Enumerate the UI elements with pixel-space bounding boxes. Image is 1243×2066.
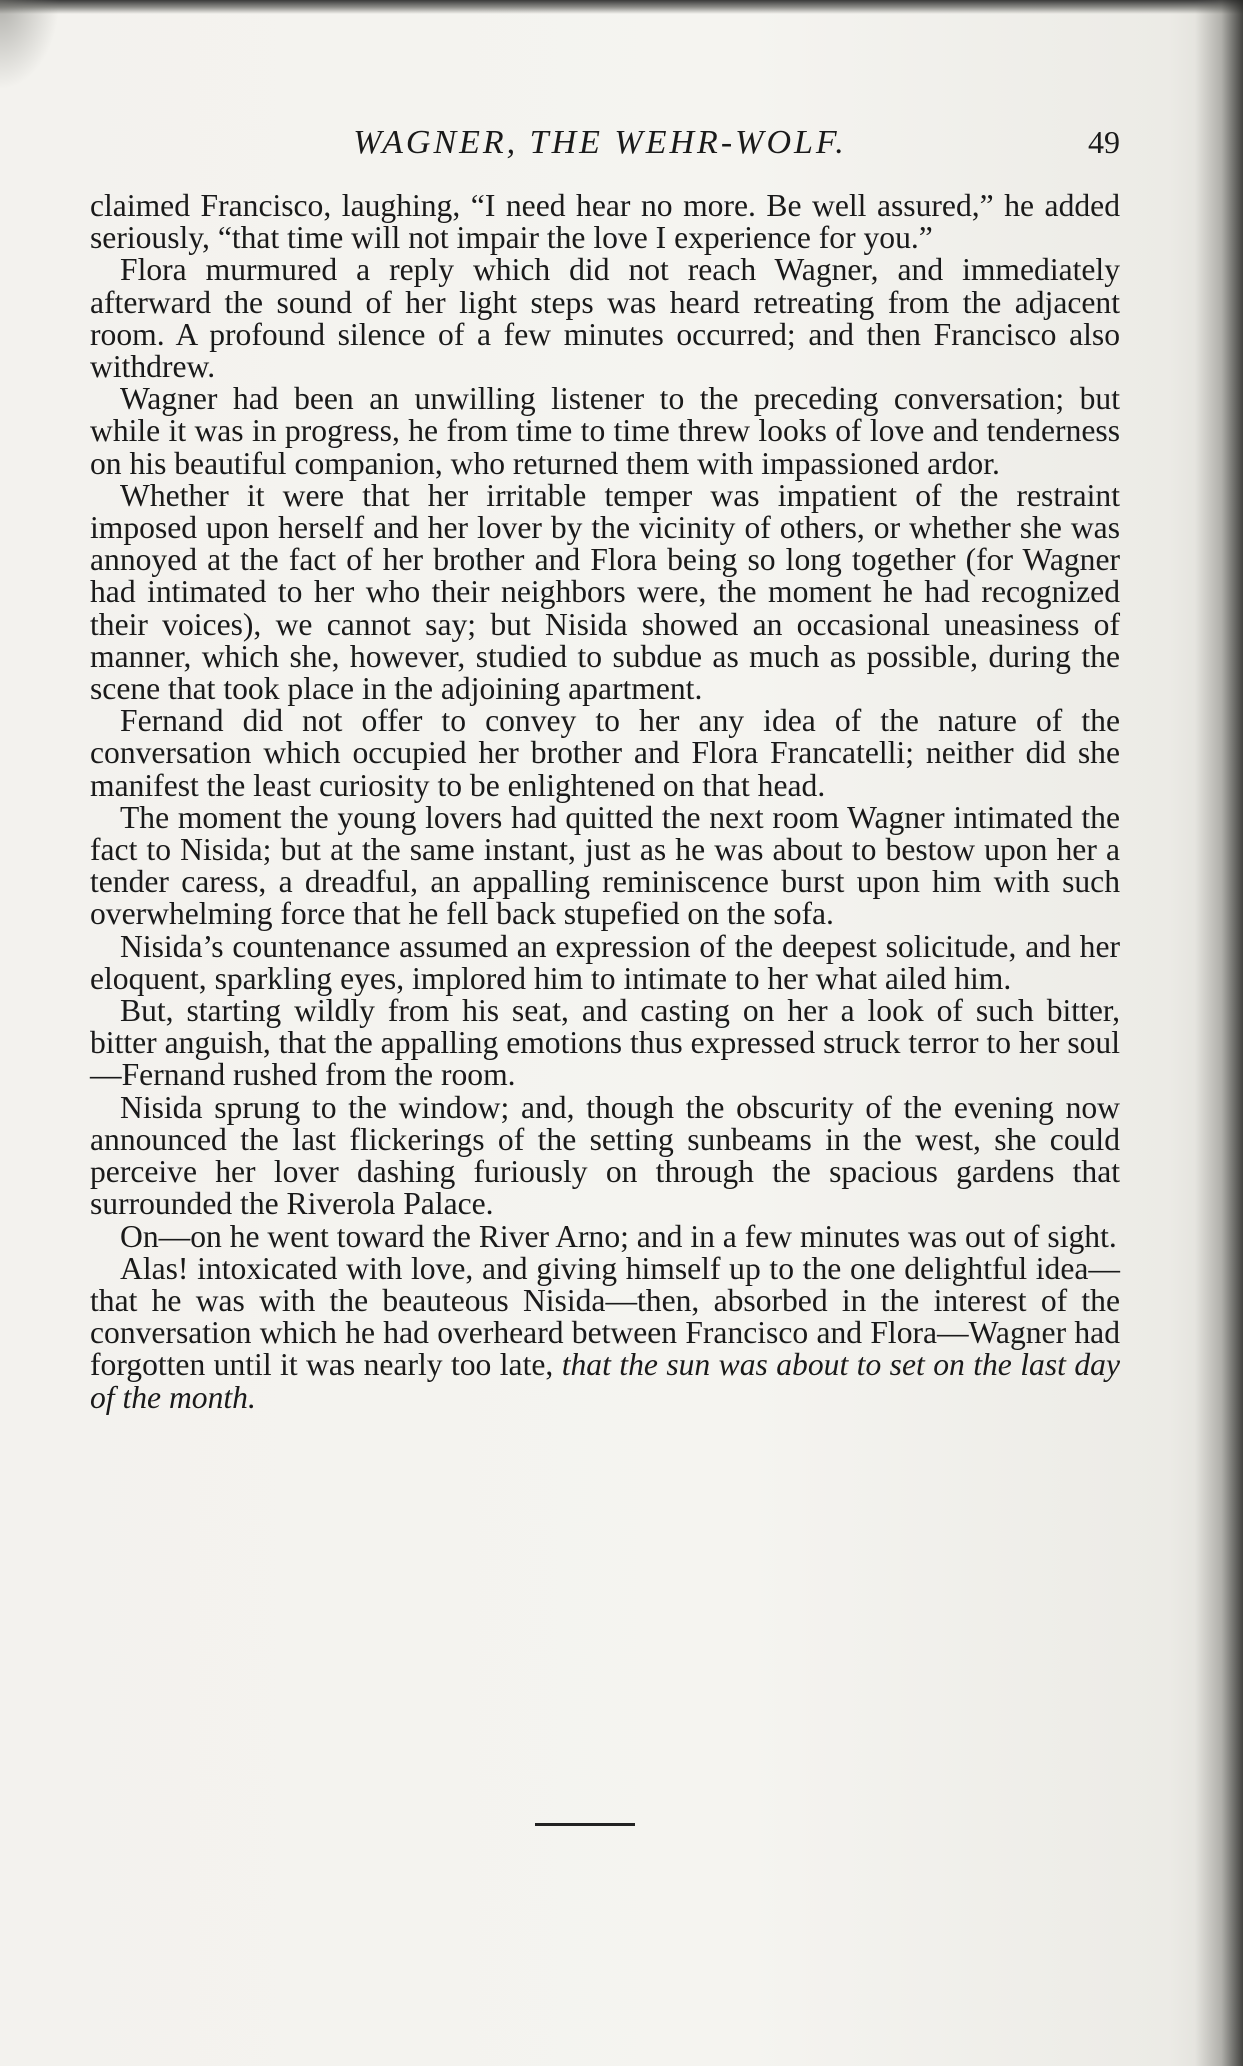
paragraph-5: Fernand did not offer to convey to her any idea of the nature of the conversation which occupied her brother and Flora Francatelli; neither did she manifest the least curiosity to be enlightened on that head.: [90, 703, 1120, 803]
paragraph-3: Wagner had been an unwilling listener to the preceding conversation; but while it was in progress, he from time to time threw looks of love and tenderness on his beautiful companion, who returned them with impassioned ardor.: [90, 381, 1120, 481]
paragraph-1: claimed Francisco, laughing, “I need hear no more. Be well assured,” he added seriously, “that time will not impair the love I experience for you.”: [90, 188, 1120, 256]
scan-top-edge: [0, 0, 1243, 14]
paragraph-8: But, starting wildly from his seat, and casting on her a look of such bitter, bitter anguish, that the appalling emotions thus expressed struck terror to her soul—Fernand rushed from the room.: [90, 993, 1120, 1093]
paragraph-10: On—on he went toward the River Arno; and in a few minutes was out of sight.: [120, 1218, 1117, 1254]
scan-right-edge: [1195, 0, 1243, 2066]
scan-speckle: [0, 0, 60, 90]
paragraph-4: Whether it were that her irritable temper was impatient of the restraint imposed upon herself and her lover by the vicinity of others, or whether she was annoyed at the fact of her brother and Flora being so long together (for Wagner had intimated to her who their neighbors were, the moment he had recognized their voices), we cannot say; but Nisida showed an occasional uneasiness of manner, which she, however, studied to subdue as much as possible, during the scene that took place in the adjoining apartment.: [90, 477, 1120, 707]
page-number: 49: [1088, 124, 1120, 160]
italic-phrase: that the sun was about to set on the last day of the month.: [90, 1347, 1120, 1415]
paragraph-11: Alas! intoxicated with love, and giving himself up to the one delightful idea—that he was with the beauteous Nisida—then, absorbed in the interest of the conversation which he had overheard between Francisco and Flora—Wagner had forgotten until it was nearly too late, that the sun was about to set on the last day of the month.: [90, 1250, 1120, 1415]
paragraph-2: Flora murmured a reply which did not reach Wagner, and immediately afterward the sound of her light steps was heard retreating from the adjacent room. A profound silence of a few minutes occurred; and then Francisco also withdrew.: [90, 252, 1120, 385]
body-text: [90, 190, 1120, 1414]
running-title: WAGNER, THE WEHR-WOLF.: [353, 124, 847, 161]
section-end-rule: [535, 1823, 635, 1826]
paragraph-9: Nisida sprung to the window; and, though the obscurity of the evening now announced the last flickerings of the setting sunbeams in the west, she could perceive her lover dashing furiously on through the spacious gardens that surrounded the Riverola Palace.: [90, 1089, 1120, 1222]
paragraph-6: The moment the young lovers had quitted the next room Wagner intimated the fact to Nisida; but at the same instant, just as he was about to bestow upon her a tender caress, a dreadful, an appalling reminiscence burst upon him with such overwhelming force that he fell back stupefied on the sofa.: [90, 799, 1120, 932]
paragraph-7: Nisida’s countenance assumed an expression of the deepest solicitude, and her eloquent, sparkling eyes, implored him to intimate to her what ailed him.: [90, 928, 1120, 996]
running-head: [90, 124, 1120, 170]
